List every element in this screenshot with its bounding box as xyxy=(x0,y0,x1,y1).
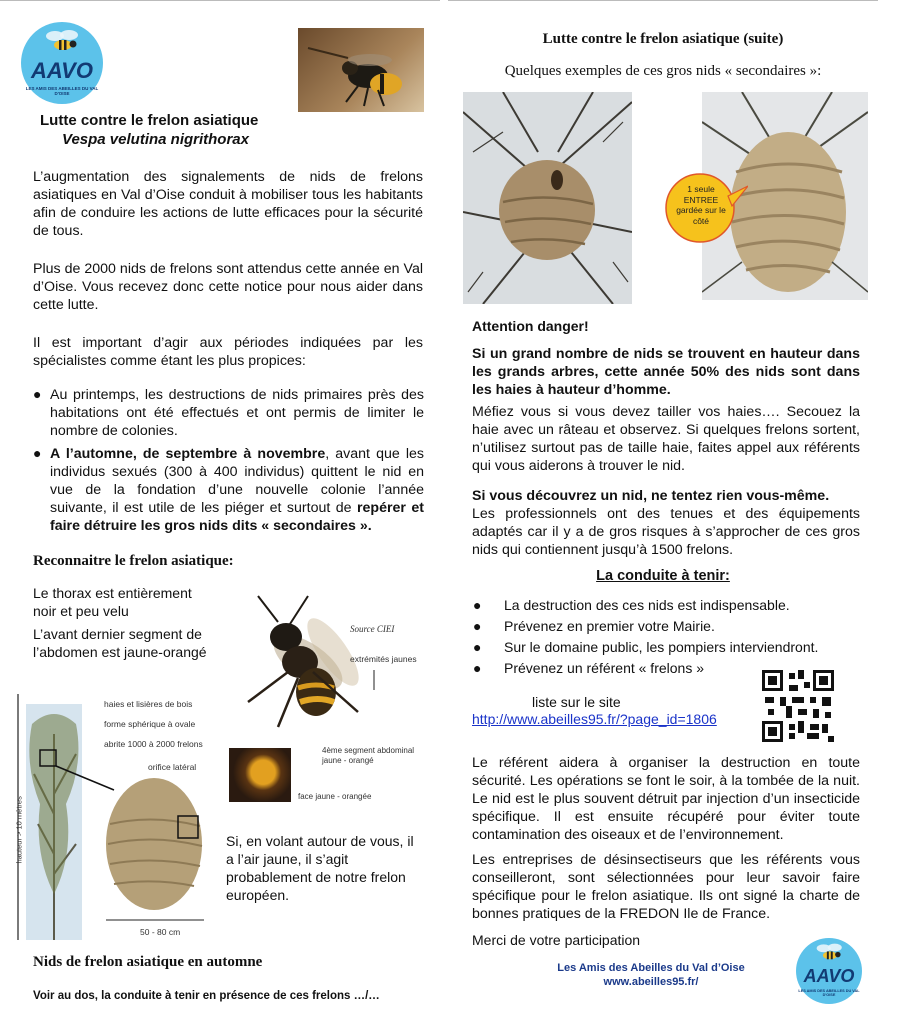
conduct-item: La destruction des ces nids est indispensable. xyxy=(504,597,790,613)
logo-subtitle: LES AMIS DES ABEILLES DU VAL D'OISE xyxy=(798,989,860,997)
bullet-dot: ● xyxy=(33,445,42,461)
danger-title: Attention danger! xyxy=(472,318,589,334)
hedges-label: haies et lisières de bois xyxy=(104,699,193,709)
thanks-text: Merci de votre participation xyxy=(472,932,641,948)
referents-link[interactable]: http://www.abeilles95.fr/?page_id=1806 xyxy=(472,711,717,727)
conduct-title: La conduite à tenir: xyxy=(596,568,730,584)
yellow-tips-label: extrémités jaunes xyxy=(350,654,417,664)
spring-bullet: Au printemps, les destructions de nids primaires près des habitations ont été effectués et ont permis de limiter le nombre de colonies. xyxy=(50,387,424,439)
periods-paragraph: Il est important d’agir aux périodes indiquées par les spécialistes comme étant les plus propices: xyxy=(33,335,423,369)
conduct-item: Sur le domaine public, les pompiers interviendront. xyxy=(504,639,819,655)
thorax-text: Le thorax est entièrement noir et peu velu xyxy=(33,585,192,619)
autumn-bold: A l’automne, de septembre à novembre xyxy=(50,446,326,462)
nest-photo-tree xyxy=(463,92,632,304)
hornet-photo xyxy=(298,28,424,112)
height-label: hauteur > 10 mètres xyxy=(14,796,24,864)
bullet-dot: ● xyxy=(473,639,482,655)
left-subtitle: Vespa velutina nigrithorax xyxy=(62,131,249,148)
danger-bold-text: Si un grand nombre de nids se trouvent en hauteur dans les grands arbres, cette année 50% des nids sont dans les haies à hauteur d’homme. xyxy=(472,346,860,398)
nest-caption: Nids de frelon asiatique en automne xyxy=(33,954,263,970)
segment-label-b: jaune - orangé xyxy=(322,756,374,765)
conduct-item: Prévenez en premier votre Mairie. xyxy=(504,618,715,634)
autumn-bullet xyxy=(50,445,424,535)
qr-code xyxy=(762,670,834,742)
entry-bubble xyxy=(664,172,738,244)
list-label: liste sur le site xyxy=(532,694,621,710)
recognize-heading: Reconnaitre le frelon asiatique: xyxy=(33,553,234,569)
discover-bold: Si vous découvrez un nid, ne tentez rien vous-même. xyxy=(472,488,830,504)
hornet-face-photo xyxy=(229,748,291,802)
org-website: www.abeilles95.fr/ xyxy=(603,976,699,988)
source-label: Source CIEI xyxy=(350,624,395,634)
conduct-item: Prévenez un référent « frelons » xyxy=(504,660,705,676)
bee-icon xyxy=(814,942,846,964)
referent-paragraph: Le référent aidera à organiser la destruction en toute sécurité. Les opérations se font le soir, à la tombée de la nuit. Le nid est le plus souvent détruit par injection d’un insecticide spécifique. Il est ensuite récupéré pour éviter toute contamination des oiseaux et de l’environnement. xyxy=(472,755,860,843)
aavo-logo xyxy=(21,22,103,104)
left-footer: Voir au dos, la conduite à tenir en présence de ces frelons …/… xyxy=(33,990,380,1002)
companies-paragraph: Les entreprises de désinsectiseurs que les référents vous conseilleront, sont sélectionnées pour leur savoir faire spécifique pour le frelon asiatique. Ils ont signé la charte de bonnes pratiques de la FREDON Ile de France. xyxy=(472,852,860,922)
orifice-label: orifice latéral xyxy=(148,762,197,772)
top-divider-left xyxy=(0,0,440,1)
shape-label: forme sphérique à ovale xyxy=(104,719,196,729)
autumn-text: , avant que les individus sexués (300 à 400 individus) quittent le nid en vue de la fondation d’une nouvelle colonie l’année suivante, il est utile de les piéger et surtout de xyxy=(50,446,424,516)
segment-label-a: 4ème segment abdominal xyxy=(322,746,415,755)
bee-icon xyxy=(43,28,83,56)
bullet-dot: ● xyxy=(473,660,482,676)
right-title: Lutte contre le frelon asiatique (suite) xyxy=(542,31,784,47)
european-hornet-text: Si, en volant autour de vous, il a l’air jaune, il s’agit probablement de notre frelon européen. xyxy=(226,833,414,903)
left-title: Lutte contre le frelon asiatique xyxy=(40,112,259,129)
logo-subtitle: LES AMIS DES ABEILLES DU VAL D'OISE xyxy=(25,86,99,96)
size-label: 50 - 80 cm xyxy=(140,927,181,937)
bullet-dot: ● xyxy=(473,618,482,634)
nest-diagram xyxy=(14,694,222,940)
logo-wordmark: AAVO xyxy=(31,58,93,83)
face-label: face jaune - orangée xyxy=(298,792,372,801)
hornet-illustration xyxy=(228,592,418,742)
intro-paragraph: L’augmentation des signalements de nids de frelons asiatiques en Val d’Oise conduit à mobiliser tous les habitants afin de conduire les actions de lutte efficaces pour la sécurité de tous. xyxy=(33,169,423,239)
bullet-dot: ● xyxy=(33,386,42,402)
discover-text: Les professionnels ont des tenues et des équipements adaptés car il y a de gros risques à s’approcher de ces gros nids qui contiennent jusqu’à 1500 frelons. xyxy=(472,506,860,558)
expected-nests-paragraph: Plus de 2000 nids de frelons sont attendus cette année en Val d’Oise. Vous recevez donc cette notice pour nous aider dans cette lutte. xyxy=(33,261,423,313)
logo-wordmark: AAVO xyxy=(803,966,855,986)
danger-text: Méfiez vous si vous devez tailler vos haies…. Secouez la haie avec un râteau et observez. Si quelques frelons sortent, n’utilisez surtout pas de taille haie, faites appel aux référents qui vous aiderons à trouver le nid. xyxy=(472,404,860,474)
examples-text: Quelques exemples de ces gros nids « secondaires »: xyxy=(504,63,822,79)
capacity-label: abrite 1000 à 2000 frelons xyxy=(104,739,203,749)
bubble-text: 1 seule ENTREE gardée sur le côté xyxy=(676,184,726,226)
org-name: Les Amis des Abeilles du Val d’Oise xyxy=(557,962,745,974)
bullet-dot: ● xyxy=(473,597,482,613)
abdomen-text: L’avant dernier segment de l’abdomen est jaune-orangé xyxy=(33,626,207,660)
autumn-bold-end: repérer et faire détruire les gros nids dits « secondaires ». xyxy=(50,500,424,534)
top-divider-right xyxy=(448,0,878,1)
aavo-logo-footer xyxy=(796,938,862,1004)
